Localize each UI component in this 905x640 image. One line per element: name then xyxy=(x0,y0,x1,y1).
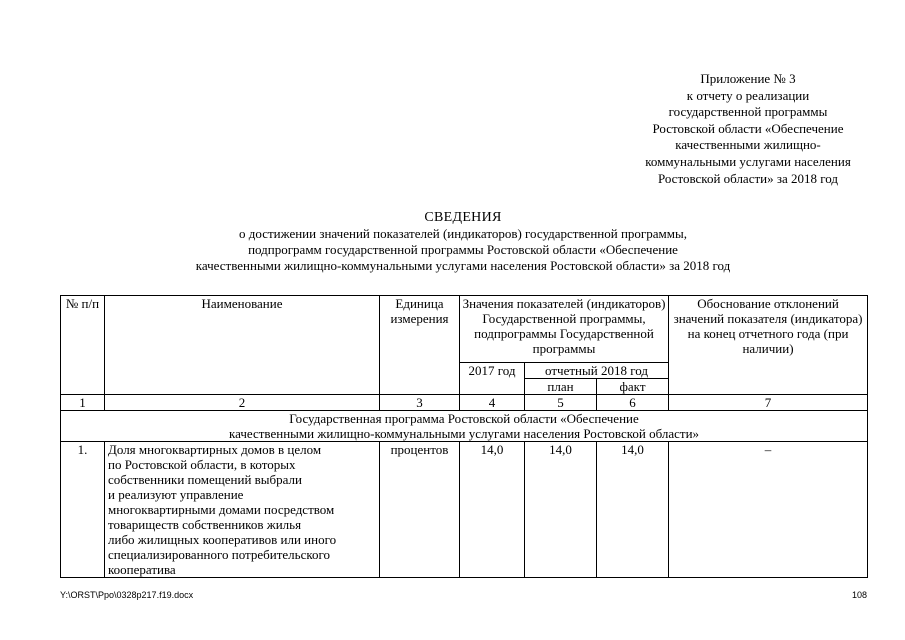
header-plan: план xyxy=(525,379,597,395)
header-reporting-2018: отчетный 2018 год xyxy=(525,363,669,379)
header-justification: Обоснование отклонений значений показателя (индикатора) на конец отчетного года (при наличии) xyxy=(669,296,868,395)
column-number: 7 xyxy=(669,395,868,411)
heading-line: о достижении значений показателей (индикаторов) государственной программы, xyxy=(239,226,687,241)
row-unit: процентов xyxy=(380,442,460,578)
row-name-line: собственники помещений выбрали xyxy=(108,472,302,487)
heading-line: качественными жилищно-коммунальными услугами населения Ростовской области» за 2018 год xyxy=(195,258,731,273)
header-values-group: Значения показателей (индикаторов) Государственной программы, подпрограммы Государственной программы xyxy=(460,296,669,363)
appendix-line: Ростовской области» за 2018 год xyxy=(657,170,839,186)
header-name: Наименование xyxy=(105,296,380,395)
appendix-line: Приложение № 3 xyxy=(700,71,796,86)
appendix-line: государственной программы xyxy=(668,104,828,120)
header-year-2017: 2017 год xyxy=(460,363,525,395)
header-num: № п/п xyxy=(61,296,105,395)
row-name xyxy=(105,442,380,578)
row-name-line: и реализуют управление xyxy=(108,487,244,502)
row-plan: 14,0 xyxy=(525,442,597,578)
appendix-line: коммунальными услугами населения xyxy=(645,153,851,169)
row-name-line: многоквартирными домами посредством xyxy=(108,502,335,517)
row-fact: 14,0 xyxy=(597,442,669,578)
heading-line: подпрограмм государственной программы Ростовской области «Обеспечение xyxy=(248,242,678,257)
row-value-2017: 14,0 xyxy=(460,442,525,578)
appendix-line: к отчету о реализации xyxy=(686,87,810,103)
appendix-line: Ростовской области «Обеспечение xyxy=(652,120,844,136)
header-unit: Единица измерения xyxy=(380,296,460,395)
row-name-line: Доля многоквартирных домов в целом xyxy=(108,442,322,457)
footer-page-number: 108 xyxy=(851,590,867,600)
column-number: 4 xyxy=(460,395,525,411)
appendix-line: качественными жилищно- xyxy=(675,137,821,153)
row-num: 1. xyxy=(61,442,105,578)
row-name-line: либо жилищных кооперативов или иного xyxy=(108,532,337,547)
header-fact: факт xyxy=(597,379,669,395)
column-number: 5 xyxy=(525,395,597,411)
table-row xyxy=(61,442,868,578)
section-title-line: Государственная программа Ростовской области «Обеспечение xyxy=(289,411,639,426)
row-justification: – xyxy=(669,442,868,578)
indicators-table xyxy=(60,295,868,578)
row-name-line: специализированного потребительского xyxy=(108,547,331,562)
section-title xyxy=(61,411,868,442)
row-name-line: по Ростовской области, в которых xyxy=(108,457,296,472)
column-number: 2 xyxy=(105,395,380,411)
section-title-line: качественными жилищно-коммунальными услугами населения Ростовской области» xyxy=(228,426,700,441)
appendix-block xyxy=(598,71,898,187)
footer-file-path: Y:\ORST\Ppo\0328p217.f19.docx xyxy=(60,590,194,600)
column-number: 6 xyxy=(597,395,669,411)
row-name-line: кооператива xyxy=(108,562,176,577)
row-name-line: товариществ собственников жилья xyxy=(108,517,302,532)
column-number: 3 xyxy=(380,395,460,411)
column-number: 1 xyxy=(61,395,105,411)
document-title: СВЕДЕНИЯ xyxy=(424,210,502,225)
document-heading xyxy=(60,210,866,274)
